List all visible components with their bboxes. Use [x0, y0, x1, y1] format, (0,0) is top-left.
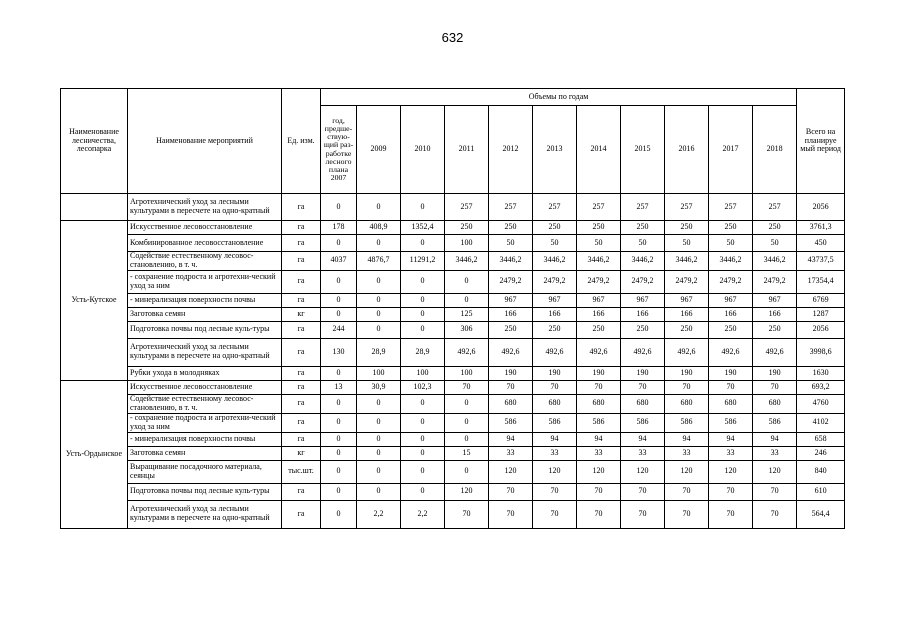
value-cell: 0 — [357, 293, 401, 307]
value-cell: 70 — [621, 380, 665, 394]
unit-cell: га — [282, 380, 321, 394]
table-row — [61, 394, 845, 413]
value-cell: 257 — [621, 194, 665, 221]
value-cell: 3446,2 — [621, 252, 665, 271]
table-row — [61, 446, 845, 460]
value-cell: 70 — [445, 500, 489, 528]
value-cell: 967 — [489, 293, 533, 307]
table-row — [61, 252, 845, 271]
value-cell: 50 — [709, 235, 753, 252]
value-cell: 0 — [357, 307, 401, 321]
value-cell: 0 — [321, 500, 357, 528]
measure-cell: Искусственное лесовосстановление — [128, 221, 282, 235]
value-cell: 492,6 — [753, 338, 797, 366]
total-cell: 3998,6 — [797, 338, 845, 366]
value-cell: 120 — [665, 460, 709, 483]
unit-cell: га — [282, 338, 321, 366]
header-year: 2014 — [577, 106, 621, 194]
table-row — [61, 338, 845, 366]
value-cell: 250 — [709, 221, 753, 235]
value-cell: 33 — [577, 446, 621, 460]
value-cell: 244 — [321, 321, 357, 338]
value-cell: 70 — [665, 380, 709, 394]
value-cell: 250 — [445, 221, 489, 235]
value-cell: 967 — [533, 293, 577, 307]
table-row — [61, 235, 845, 252]
value-cell: 0 — [445, 432, 489, 446]
value-cell: 33 — [753, 446, 797, 460]
unit-cell: га — [282, 221, 321, 235]
value-cell: 250 — [665, 321, 709, 338]
value-cell: 70 — [709, 483, 753, 500]
value-cell: 70 — [489, 483, 533, 500]
total-cell: 610 — [797, 483, 845, 500]
value-cell: 0 — [401, 270, 445, 293]
total-cell: 43737,5 — [797, 252, 845, 271]
value-cell: 0 — [401, 394, 445, 413]
measure-cell: Агротехнический уход за лесными культурами в пересчете на одно-кратный — [128, 338, 282, 366]
value-cell: 250 — [621, 221, 665, 235]
measure-cell: Подготовка почвы под лесные куль-туры — [128, 321, 282, 338]
value-cell: 0 — [445, 413, 489, 432]
value-cell: 50 — [489, 235, 533, 252]
value-cell: 13 — [321, 380, 357, 394]
value-cell: 0 — [401, 413, 445, 432]
total-cell: 6769 — [797, 293, 845, 307]
value-cell: 100 — [401, 366, 445, 380]
value-cell: 33 — [665, 446, 709, 460]
value-cell: 70 — [665, 483, 709, 500]
value-cell: 680 — [709, 394, 753, 413]
measure-cell: Подготовка почвы под лесные куль-туры — [128, 483, 282, 500]
value-cell: 2479,2 — [533, 270, 577, 293]
value-cell: 166 — [753, 307, 797, 321]
value-cell: 166 — [621, 307, 665, 321]
value-cell: 100 — [357, 366, 401, 380]
value-cell: 94 — [753, 432, 797, 446]
value-cell: 0 — [321, 483, 357, 500]
total-cell: 450 — [797, 235, 845, 252]
unit-cell: га — [282, 270, 321, 293]
header-forestry: Наименование лесничества, лесопарка — [61, 89, 128, 194]
value-cell: 0 — [321, 366, 357, 380]
value-cell: 94 — [577, 432, 621, 446]
table-row — [61, 270, 845, 293]
table-row — [61, 460, 845, 483]
value-cell: 70 — [753, 380, 797, 394]
value-cell: 0 — [321, 432, 357, 446]
value-cell: 2479,2 — [577, 270, 621, 293]
value-cell: 586 — [709, 413, 753, 432]
value-cell: 257 — [577, 194, 621, 221]
table-row — [61, 366, 845, 380]
value-cell: 70 — [577, 380, 621, 394]
value-cell: 70 — [709, 500, 753, 528]
value-cell: 250 — [577, 321, 621, 338]
value-cell: 0 — [321, 460, 357, 483]
page-number: 632 — [441, 30, 464, 45]
value-cell: 0 — [321, 270, 357, 293]
value-cell: 680 — [489, 394, 533, 413]
measure-cell: Агротехнический уход за лесными культурами в пересчете на одно-кратный — [128, 194, 282, 221]
total-cell: 1287 — [797, 307, 845, 321]
value-cell: 0 — [401, 194, 445, 221]
value-cell: 30,9 — [357, 380, 401, 394]
measure-cell: Агротехнический уход за лесными культурами в пересчете на одно-кратный — [128, 500, 282, 528]
value-cell: 250 — [753, 221, 797, 235]
value-cell: 0 — [445, 394, 489, 413]
value-cell: 4876,7 — [357, 252, 401, 271]
value-cell: 3446,2 — [445, 252, 489, 271]
value-cell: 50 — [753, 235, 797, 252]
unit-cell: га — [282, 252, 321, 271]
value-cell: 0 — [445, 460, 489, 483]
value-cell: 492,6 — [533, 338, 577, 366]
value-cell: 408,9 — [357, 221, 401, 235]
value-cell: 190 — [621, 366, 665, 380]
value-cell: 492,6 — [577, 338, 621, 366]
value-cell: 166 — [577, 307, 621, 321]
value-cell: 0 — [401, 235, 445, 252]
unit-cell: га — [282, 366, 321, 380]
total-cell: 658 — [797, 432, 845, 446]
value-cell: 166 — [665, 307, 709, 321]
value-cell: 250 — [577, 221, 621, 235]
unit-cell: га — [282, 293, 321, 307]
measure-cell: Содействие естественному лесовос-становлению, в т. ч. — [128, 252, 282, 271]
value-cell: 586 — [753, 413, 797, 432]
measure-cell: - сохранение подроста и агротехни-ческий уход за ним — [128, 270, 282, 293]
value-cell: 190 — [577, 366, 621, 380]
value-cell: 70 — [709, 380, 753, 394]
value-cell: 0 — [401, 307, 445, 321]
value-cell: 70 — [621, 483, 665, 500]
value-cell: 70 — [489, 500, 533, 528]
value-cell: 0 — [321, 307, 357, 321]
value-cell: 0 — [321, 446, 357, 460]
forestry-cell: Усть-Ордынское — [61, 380, 128, 528]
value-cell: 33 — [533, 446, 577, 460]
value-cell: 70 — [445, 380, 489, 394]
value-cell: 0 — [357, 483, 401, 500]
value-cell: 120 — [753, 460, 797, 483]
unit-cell: га — [282, 432, 321, 446]
value-cell: 2479,2 — [665, 270, 709, 293]
value-cell: 0 — [401, 460, 445, 483]
value-cell: 257 — [665, 194, 709, 221]
value-cell: 586 — [665, 413, 709, 432]
value-cell: 967 — [665, 293, 709, 307]
value-cell: 70 — [577, 500, 621, 528]
unit-cell: га — [282, 483, 321, 500]
value-cell: 28,9 — [401, 338, 445, 366]
forest-plan-table — [60, 88, 845, 529]
forestry-cell — [61, 194, 128, 221]
value-cell: 257 — [445, 194, 489, 221]
value-cell: 680 — [533, 394, 577, 413]
table-row — [61, 500, 845, 528]
value-cell: 2479,2 — [489, 270, 533, 293]
value-cell: 3446,2 — [533, 252, 577, 271]
value-cell: 680 — [753, 394, 797, 413]
value-cell: 166 — [533, 307, 577, 321]
total-cell: 17354,4 — [797, 270, 845, 293]
value-cell: 166 — [489, 307, 533, 321]
table-row — [61, 221, 845, 235]
value-cell: 2479,2 — [709, 270, 753, 293]
value-cell: 94 — [533, 432, 577, 446]
value-cell: 2479,2 — [753, 270, 797, 293]
total-cell: 3761,3 — [797, 221, 845, 235]
value-cell: 967 — [621, 293, 665, 307]
value-cell: 0 — [401, 293, 445, 307]
value-cell: 94 — [489, 432, 533, 446]
value-cell: 28,9 — [357, 338, 401, 366]
value-cell: 0 — [357, 394, 401, 413]
total-cell: 840 — [797, 460, 845, 483]
value-cell: 0 — [401, 432, 445, 446]
value-cell: 250 — [489, 321, 533, 338]
value-cell: 250 — [489, 221, 533, 235]
value-cell: 70 — [621, 500, 665, 528]
table-header — [61, 89, 845, 194]
value-cell: 125 — [445, 307, 489, 321]
value-cell: 0 — [357, 270, 401, 293]
value-cell: 680 — [577, 394, 621, 413]
value-cell: 190 — [709, 366, 753, 380]
unit-cell: га — [282, 413, 321, 432]
header-year: 2012 — [489, 106, 533, 194]
value-cell: 70 — [665, 500, 709, 528]
unit-cell: га — [282, 235, 321, 252]
total-cell: 2056 — [797, 194, 845, 221]
value-cell: 0 — [357, 413, 401, 432]
value-cell: 50 — [621, 235, 665, 252]
table-row — [61, 380, 845, 394]
value-cell: 120 — [533, 460, 577, 483]
value-cell: 0 — [321, 413, 357, 432]
value-cell: 0 — [321, 293, 357, 307]
value-cell: 102,3 — [401, 380, 445, 394]
unit-cell: кг — [282, 307, 321, 321]
header-year: 2013 — [533, 106, 577, 194]
value-cell: 0 — [321, 235, 357, 252]
unit-cell: га — [282, 394, 321, 413]
value-cell: 190 — [533, 366, 577, 380]
total-cell: 246 — [797, 446, 845, 460]
measure-cell: Комбинированное лесовосстановление — [128, 235, 282, 252]
header-year: 2015 — [621, 106, 665, 194]
measure-cell: Выращивание посадочного материала, сеянцы — [128, 460, 282, 483]
total-cell: 693,2 — [797, 380, 845, 394]
value-cell: 306 — [445, 321, 489, 338]
value-cell: 257 — [753, 194, 797, 221]
value-cell: 70 — [533, 483, 577, 500]
value-cell: 190 — [665, 366, 709, 380]
value-cell: 130 — [321, 338, 357, 366]
value-cell: 967 — [577, 293, 621, 307]
value-cell: 586 — [489, 413, 533, 432]
value-cell: 257 — [533, 194, 577, 221]
value-cell: 166 — [709, 307, 753, 321]
value-cell: 94 — [621, 432, 665, 446]
value-cell: 1352,4 — [401, 221, 445, 235]
table-row — [61, 483, 845, 500]
value-cell: 250 — [753, 321, 797, 338]
unit-cell: тыс.шт. — [282, 460, 321, 483]
header-measure: Наименование мероприятий — [128, 89, 282, 194]
value-cell: 3446,2 — [709, 252, 753, 271]
measure-cell: - минерализация поверхности почвы — [128, 432, 282, 446]
value-cell: 492,6 — [709, 338, 753, 366]
value-cell: 0 — [401, 483, 445, 500]
header-year-prev: год, предше-ствую-щий раз-работке лесного плана 2007 — [321, 106, 357, 194]
value-cell: 70 — [533, 380, 577, 394]
value-cell: 120 — [709, 460, 753, 483]
measure-cell: Заготовка семян — [128, 446, 282, 460]
table-row — [61, 307, 845, 321]
unit-cell: кг — [282, 446, 321, 460]
value-cell: 120 — [445, 483, 489, 500]
value-cell: 0 — [357, 446, 401, 460]
unit-cell: га — [282, 321, 321, 338]
total-cell: 4102 — [797, 413, 845, 432]
measure-cell: Рубки ухода в молодняках — [128, 366, 282, 380]
header-year: 2018 — [753, 106, 797, 194]
total-cell: 2056 — [797, 321, 845, 338]
value-cell: 190 — [489, 366, 533, 380]
value-cell: 70 — [489, 380, 533, 394]
value-cell: 3446,2 — [577, 252, 621, 271]
value-cell: 250 — [709, 321, 753, 338]
value-cell: 15 — [445, 446, 489, 460]
header-total: Всего на планируе мый период — [797, 89, 845, 194]
header-year: 2011 — [445, 106, 489, 194]
unit-cell: га — [282, 500, 321, 528]
value-cell: 0 — [321, 194, 357, 221]
value-cell: 586 — [577, 413, 621, 432]
value-cell: 120 — [621, 460, 665, 483]
value-cell: 250 — [533, 221, 577, 235]
value-cell: 2,2 — [401, 500, 445, 528]
table-row — [61, 321, 845, 338]
value-cell: 680 — [621, 394, 665, 413]
forestry-cell: Усть-Кутское — [61, 221, 128, 381]
value-cell: 94 — [709, 432, 753, 446]
value-cell: 120 — [489, 460, 533, 483]
measure-cell: - минерализация поверхности почвы — [128, 293, 282, 307]
table-body — [61, 194, 845, 529]
measure-cell: Заготовка семян — [128, 307, 282, 321]
value-cell: 0 — [357, 194, 401, 221]
value-cell: 190 — [753, 366, 797, 380]
value-cell: 33 — [709, 446, 753, 460]
value-cell: 70 — [753, 483, 797, 500]
measure-cell: Искусственное лесовосстановление — [128, 380, 282, 394]
value-cell: 0 — [357, 321, 401, 338]
table-row — [61, 432, 845, 446]
measure-cell: - сохранение подроста и агротехни-ческий уход за ним — [128, 413, 282, 432]
value-cell: 120 — [577, 460, 621, 483]
value-cell: 586 — [533, 413, 577, 432]
value-cell: 3446,2 — [489, 252, 533, 271]
value-cell: 492,6 — [489, 338, 533, 366]
value-cell: 33 — [621, 446, 665, 460]
value-cell: 50 — [533, 235, 577, 252]
value-cell: 967 — [709, 293, 753, 307]
value-cell: 2479,2 — [621, 270, 665, 293]
value-cell: 178 — [321, 221, 357, 235]
value-cell: 492,6 — [665, 338, 709, 366]
table-row — [61, 413, 845, 432]
header-unit: Ед. изм. — [282, 89, 321, 194]
unit-cell: га — [282, 194, 321, 221]
value-cell: 492,6 — [445, 338, 489, 366]
value-cell: 0 — [445, 270, 489, 293]
value-cell: 3446,2 — [753, 252, 797, 271]
header-year: 2017 — [709, 106, 753, 194]
value-cell: 3446,2 — [665, 252, 709, 271]
value-cell: 250 — [533, 321, 577, 338]
value-cell: 100 — [445, 366, 489, 380]
value-cell: 680 — [665, 394, 709, 413]
value-cell: 250 — [621, 321, 665, 338]
total-cell: 1630 — [797, 366, 845, 380]
value-cell: 586 — [621, 413, 665, 432]
value-cell: 257 — [489, 194, 533, 221]
value-cell: 257 — [709, 194, 753, 221]
table-row — [61, 194, 845, 221]
value-cell: 70 — [577, 483, 621, 500]
measure-cell: Содействие естественному лесовос-становлению, в т. ч. — [128, 394, 282, 413]
header-year: 2016 — [665, 106, 709, 194]
value-cell: 0 — [357, 432, 401, 446]
value-cell: 0 — [357, 235, 401, 252]
value-cell: 70 — [533, 500, 577, 528]
total-cell: 564,4 — [797, 500, 845, 528]
value-cell: 0 — [357, 460, 401, 483]
value-cell: 33 — [489, 446, 533, 460]
table-row — [61, 293, 845, 307]
value-cell: 0 — [445, 293, 489, 307]
value-cell: 0 — [401, 321, 445, 338]
value-cell: 250 — [665, 221, 709, 235]
value-cell: 4037 — [321, 252, 357, 271]
value-cell: 100 — [445, 235, 489, 252]
header-year: 2009 — [357, 106, 401, 194]
value-cell: 50 — [665, 235, 709, 252]
value-cell: 50 — [577, 235, 621, 252]
value-cell: 2,2 — [357, 500, 401, 528]
value-cell: 967 — [753, 293, 797, 307]
total-cell: 4760 — [797, 394, 845, 413]
value-cell: 0 — [321, 394, 357, 413]
header-volumes: Объемы по годам — [321, 89, 797, 106]
value-cell: 70 — [753, 500, 797, 528]
value-cell: 0 — [401, 446, 445, 460]
value-cell: 94 — [665, 432, 709, 446]
value-cell: 11291,2 — [401, 252, 445, 271]
header-year: 2010 — [401, 106, 445, 194]
value-cell: 492,6 — [621, 338, 665, 366]
